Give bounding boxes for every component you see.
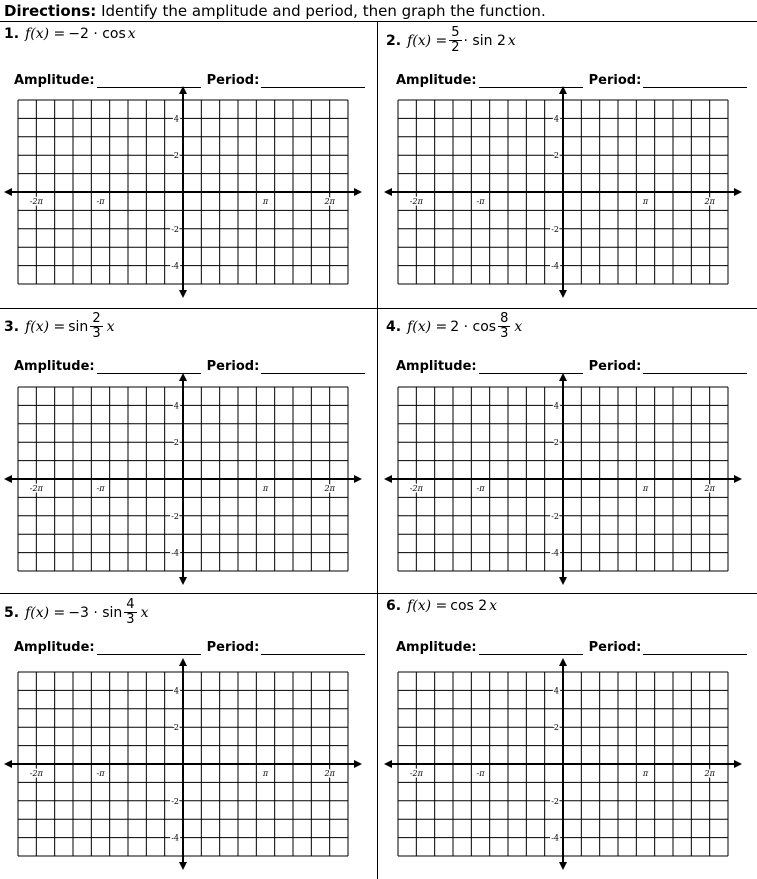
problem-3 xyxy=(4,312,115,341)
y-tick-label: -2 xyxy=(171,796,179,806)
x-tick-label: 2π xyxy=(324,197,335,206)
y-tick-label: -4 xyxy=(551,833,559,843)
x-tick-label: 2π xyxy=(324,484,335,493)
y-tick-label: 2 xyxy=(173,438,179,448)
arrow-up-icon xyxy=(179,86,187,94)
function-var: x xyxy=(514,318,523,335)
x-tick-label: π xyxy=(642,484,649,493)
arrow-up-icon xyxy=(559,86,567,94)
coordinate-grid-3[interactable] xyxy=(4,373,364,583)
directions-label: Directions: xyxy=(4,2,97,20)
fraction-denominator: 3 xyxy=(500,326,509,341)
period-answer-blank[interactable] xyxy=(261,642,365,655)
divider-top xyxy=(0,21,757,22)
function-lhs: f(x) = xyxy=(25,318,66,335)
x-tick-label: 2π xyxy=(704,484,715,493)
y-tick-label: 4 xyxy=(173,114,179,124)
divider-row-2 xyxy=(0,593,757,594)
period-label: Period: xyxy=(588,359,642,374)
arrow-down-icon xyxy=(559,862,567,870)
x-tick-label: -π xyxy=(96,484,105,493)
arrow-right-icon xyxy=(734,475,742,483)
y-tick-label: 2 xyxy=(173,151,179,161)
fraction-numerator: 5 xyxy=(451,25,460,40)
arrow-up-icon xyxy=(559,373,567,381)
fraction xyxy=(449,26,461,55)
x-tick-label: π xyxy=(262,197,269,206)
arrow-right-icon xyxy=(354,188,362,196)
arrow-left-icon xyxy=(384,188,392,196)
y-tick-label: -4 xyxy=(171,261,179,271)
x-tick-label: -π xyxy=(96,197,105,206)
x-tick-label: 2π xyxy=(704,769,715,778)
x-tick-label: π xyxy=(262,484,269,493)
function-var: x xyxy=(489,598,498,614)
problem-number: 6. xyxy=(386,598,402,614)
y-tick-label: 4 xyxy=(173,686,179,696)
y-tick-label: -2 xyxy=(171,511,179,521)
y-tick-label: -2 xyxy=(171,224,179,234)
arrow-right-icon xyxy=(734,188,742,196)
y-tick-label: -2 xyxy=(551,796,559,806)
y-tick-label: -2 xyxy=(551,511,559,521)
answer-line-6 xyxy=(396,640,747,655)
y-tick-label: 4 xyxy=(553,114,559,124)
fraction-denominator: 2 xyxy=(451,40,460,55)
answer-line-4 xyxy=(396,359,747,374)
function-lhs: f(x) = xyxy=(25,604,66,621)
amplitude-label: Amplitude: xyxy=(14,359,95,374)
arrow-up-icon xyxy=(559,658,567,666)
x-tick-label: 2π xyxy=(704,197,715,206)
problem-6 xyxy=(386,598,497,614)
arrow-down-icon xyxy=(559,577,567,585)
function-var: x xyxy=(127,26,136,42)
arrow-down-icon xyxy=(559,290,567,298)
problem-number: 5. xyxy=(4,604,20,621)
x-tick-label: -π xyxy=(476,769,485,778)
amplitude-label: Amplitude: xyxy=(14,73,95,88)
x-tick-label: -π xyxy=(476,197,485,206)
directions-text: Identify the amplitude and period, then graph the function. xyxy=(101,2,546,20)
function-coef: 2 · cos xyxy=(450,318,497,335)
amplitude-label: Amplitude: xyxy=(14,640,95,655)
function-coef: cos 2 xyxy=(450,598,488,614)
problem-number: 2. xyxy=(386,32,402,49)
x-tick-label: -2π xyxy=(29,484,43,493)
arrow-left-icon xyxy=(384,475,392,483)
function-var: x xyxy=(140,604,149,621)
y-tick-label: -4 xyxy=(171,548,179,558)
y-tick-label: -4 xyxy=(551,548,559,558)
y-tick-label: -2 xyxy=(551,224,559,234)
function-coef: −3 · sin xyxy=(68,604,123,621)
coordinate-grid-6[interactable] xyxy=(384,658,744,868)
arrow-right-icon xyxy=(734,760,742,768)
arrow-down-icon xyxy=(179,862,187,870)
y-tick-label: -4 xyxy=(171,833,179,843)
amplitude-label: Amplitude: xyxy=(396,73,477,88)
x-tick-label: -π xyxy=(96,769,105,778)
arrow-up-icon xyxy=(179,373,187,381)
function-coef: sin xyxy=(68,318,89,335)
coordinate-grid-2[interactable] xyxy=(384,86,744,296)
amplitude-label: Amplitude: xyxy=(396,359,477,374)
y-tick-label: 2 xyxy=(553,723,559,733)
amplitude-answer-blank[interactable] xyxy=(97,642,201,655)
fraction xyxy=(124,598,136,627)
function-lhs: f(x) = xyxy=(407,318,448,335)
period-answer-blank[interactable] xyxy=(643,642,747,655)
divider-center xyxy=(377,21,378,879)
x-tick-label: -2π xyxy=(409,484,423,493)
function-lhs: f(x) = xyxy=(407,598,448,614)
x-tick-label: π xyxy=(642,197,649,206)
function-coef: −2 · cos xyxy=(68,26,126,42)
y-tick-label: 4 xyxy=(553,401,559,411)
coordinate-grid-4[interactable] xyxy=(384,373,744,583)
fraction xyxy=(90,312,102,341)
arrow-left-icon xyxy=(4,188,12,196)
x-tick-label: π xyxy=(642,769,649,778)
arrow-down-icon xyxy=(179,290,187,298)
period-label: Period: xyxy=(206,73,260,88)
arrow-up-icon xyxy=(179,658,187,666)
y-tick-label: 2 xyxy=(553,438,559,448)
fraction-denominator: 3 xyxy=(92,326,101,341)
x-tick-label: -2π xyxy=(409,197,423,206)
fraction-denominator: 3 xyxy=(126,612,135,627)
arrow-right-icon xyxy=(354,760,362,768)
coordinate-grid-5[interactable] xyxy=(4,658,364,868)
x-tick-label: -π xyxy=(476,484,485,493)
y-tick-label: 4 xyxy=(173,401,179,411)
arrow-left-icon xyxy=(4,760,12,768)
x-tick-label: 2π xyxy=(324,769,335,778)
problem-4 xyxy=(386,312,522,341)
period-label: Period: xyxy=(588,73,642,88)
directions xyxy=(4,2,546,20)
y-tick-label: 2 xyxy=(173,723,179,733)
fraction-numerator: 4 xyxy=(126,597,135,612)
function-var: x xyxy=(106,318,115,335)
arrow-down-icon xyxy=(179,577,187,585)
x-tick-label: -2π xyxy=(29,769,43,778)
period-label: Period: xyxy=(206,359,260,374)
problem-number: 1. xyxy=(4,26,20,42)
fraction xyxy=(498,312,510,341)
period-label: Period: xyxy=(206,640,260,655)
x-tick-label: -2π xyxy=(29,197,43,206)
problem-2 xyxy=(386,26,516,55)
function-var: x xyxy=(507,32,516,49)
y-tick-label: -4 xyxy=(551,261,559,271)
problem-1 xyxy=(4,26,136,42)
function-lhs: f(x) = xyxy=(407,32,448,49)
arrow-left-icon xyxy=(384,760,392,768)
fraction-numerator: 8 xyxy=(500,311,509,326)
y-tick-label: 4 xyxy=(553,686,559,696)
function-after: · sin 2 xyxy=(463,32,506,49)
x-tick-label: π xyxy=(262,769,269,778)
y-tick-label: 2 xyxy=(553,151,559,161)
divider-row-1 xyxy=(0,308,757,309)
arrow-right-icon xyxy=(354,475,362,483)
problem-number: 3. xyxy=(4,318,20,335)
fraction-numerator: 2 xyxy=(92,311,101,326)
answer-line-5 xyxy=(14,640,365,655)
x-tick-label: -2π xyxy=(409,769,423,778)
coordinate-grid-1[interactable] xyxy=(4,86,364,296)
problem-5 xyxy=(4,598,148,627)
period-label: Period: xyxy=(588,640,642,655)
amplitude-answer-blank[interactable] xyxy=(479,642,583,655)
arrow-left-icon xyxy=(4,475,12,483)
amplitude-label: Amplitude: xyxy=(396,640,477,655)
function-lhs: f(x) = xyxy=(25,26,66,42)
answer-line-3 xyxy=(14,359,365,374)
problem-number: 4. xyxy=(386,318,402,335)
